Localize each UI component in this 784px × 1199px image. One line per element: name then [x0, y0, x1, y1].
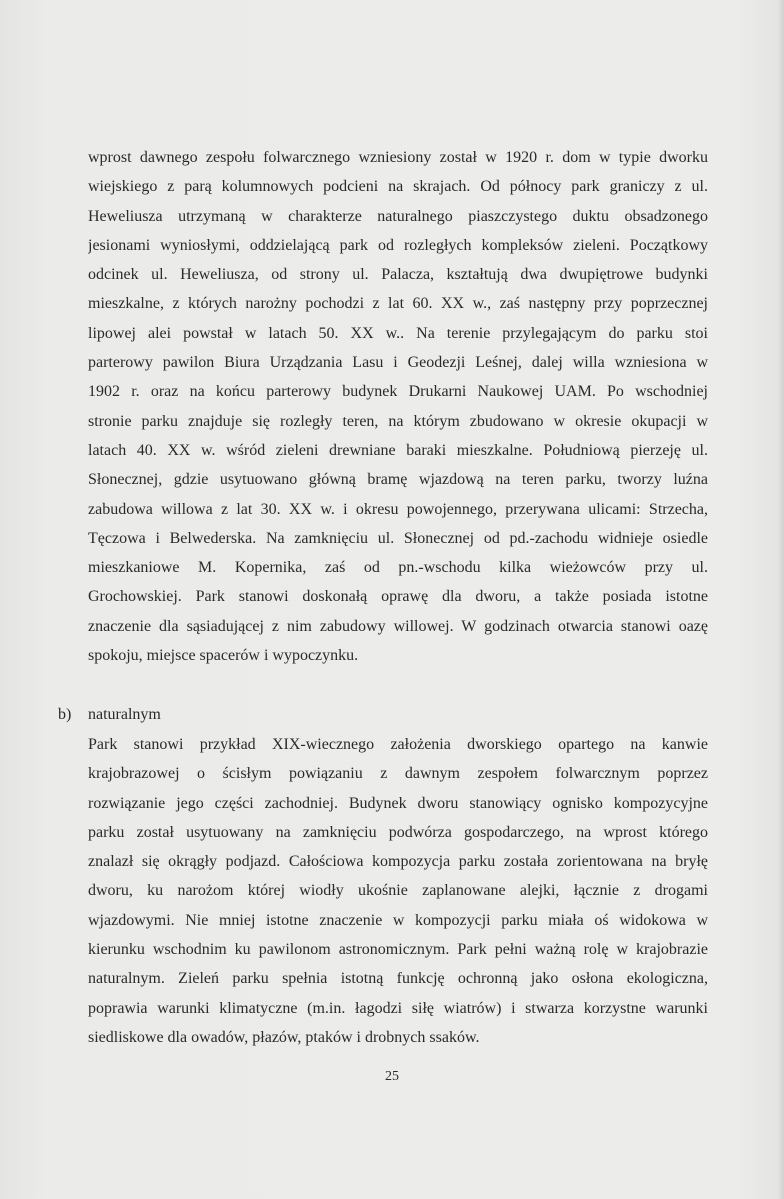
paragraph-line: wjazdowymi. Nie mniej istotne znaczenie w kompozycji parku miała oś widokowa w [88, 911, 708, 929]
paragraph-line: znalazł się okrągły podjazd. Całościowa kompozycja parku została zorientowana na bryłę [88, 853, 708, 871]
paragraph-line: mieszkaniowe M. Kopernika, zaś od pn.-wschodu kilka wieżowców przy ul. [88, 559, 708, 577]
paragraph-line: lipowej alei powstał w latach 50. XX w.. Na terenie przylegającym do parku stoi [88, 324, 708, 342]
paragraph-line: parku został usytuowany na zamknięciu podwórza gospodarczego, na wprost którego [88, 823, 708, 841]
paragraph-line: rozwiązanie jego części zachodniej. Budynek dworu stanowiący ognisko kompozycyjne [88, 794, 708, 812]
page-edge-shadow [778, 0, 784, 1199]
paragraph-line: siedliskowe dla owadów, płazów, ptaków i drobnych ssaków. [88, 1028, 480, 1046]
paragraph-line: naturalnym. Zieleń parku spełnia istotną funkcję ochronną jako osłona ekologiczna, [88, 970, 708, 988]
paragraph-line: stronie parku znajduje się rozległy teren, na którym zbudowano w okresie okupacji w [88, 412, 708, 430]
paragraph-line: Tęczowa i Belwederska. Na zamknięciu ul. Słonecznej od pd.-zachodu widnieje osiedle [88, 529, 708, 547]
paragraph-line: dworu, ku narożom której wiodły ukośnie zaplanowane alejki, łącznie z drogami [88, 882, 708, 900]
paragraph-line: Słonecznej, gdzie usytuowano główną bramę wjazdową na teren parku, tworzy luźna [88, 471, 708, 489]
paragraph-2 [88, 730, 708, 1052]
section-label: naturalnym [88, 706, 161, 723]
paragraph-line: latach 40. XX w. wśród zieleni drewniane baraki mieszkalne. Południową pierzeję ul. [88, 441, 708, 459]
paragraph-line: mieszkalne, z których narożny pochodzi z lat 60. XX w., zaś następny przy poprzecznej [88, 295, 708, 313]
paragraph-line: wiejskiego z parą kolumnowych podcieni na skrajach. Od północy park graniczy z ul. [88, 178, 708, 196]
paragraph-line: wprost dawnego zespołu folwarcznego wzniesiony został w 1920 r. dom w typie dworku [88, 149, 708, 166]
paragraph-1 [88, 143, 708, 670]
paragraph-line: znaczenie dla sąsiadującej z nim zabudowy willowej. W godzinach otwarcia stanowi oazę [88, 617, 708, 635]
paragraph-line: 1902 r. oraz na końcu parterowy budynek Drukarni Naukowej UAM. Po wschodniej [88, 383, 708, 401]
paragraph-line: poprawia warunki klimatyczne (m.in. łagodzi siłę wiatrów) i stwarza korzystne warunki [88, 999, 708, 1017]
paragraph-line: zabudowa willowa z lat 30. XX w. i okresu powojennego, przerywana ulicami: Strzecha, [88, 500, 708, 518]
paragraph-line: spokoju, miejsce spacerów i wypoczynku. [88, 647, 359, 665]
paragraph-line: kierunku wschodnim ku pawilonom astronomicznym. Park pełni ważną rolę w krajobrazie [88, 941, 708, 959]
paragraph-line: jesionami wyniosłymi, oddzielającą park od rozległych kompleksów zieleni. Początkowy [88, 236, 708, 254]
paragraph-line: parterowy pawilon Biura Urządzania Lasu i Geodezji Leśnej, dalej willa wzniesiona w [88, 354, 708, 372]
section-marker: b) [58, 706, 72, 723]
paragraph-line: odcinek ul. Heweliusza, od strony ul. Palacza, kształtują dwa dwupiętrowe budynki [88, 266, 708, 284]
paragraph-line: Heweliusza utrzymaną w charakterze naturalnego piaszczystego duktu obsadzonego [88, 207, 708, 225]
paragraph-line: Grochowskiej. Park stanowi doskonałą oprawę dla dworu, a także posiada istotne [88, 588, 708, 606]
paragraph-line: Park stanowi przykład XIX-wiecznego założenia dworskiego opartego na kanwie [88, 736, 708, 753]
paragraph-line: krajobrazowej o ścisłym powiązaniu z dawnym zespołem folwarcznym poprzez [88, 765, 708, 783]
page-number: 25 [385, 1069, 399, 1084]
